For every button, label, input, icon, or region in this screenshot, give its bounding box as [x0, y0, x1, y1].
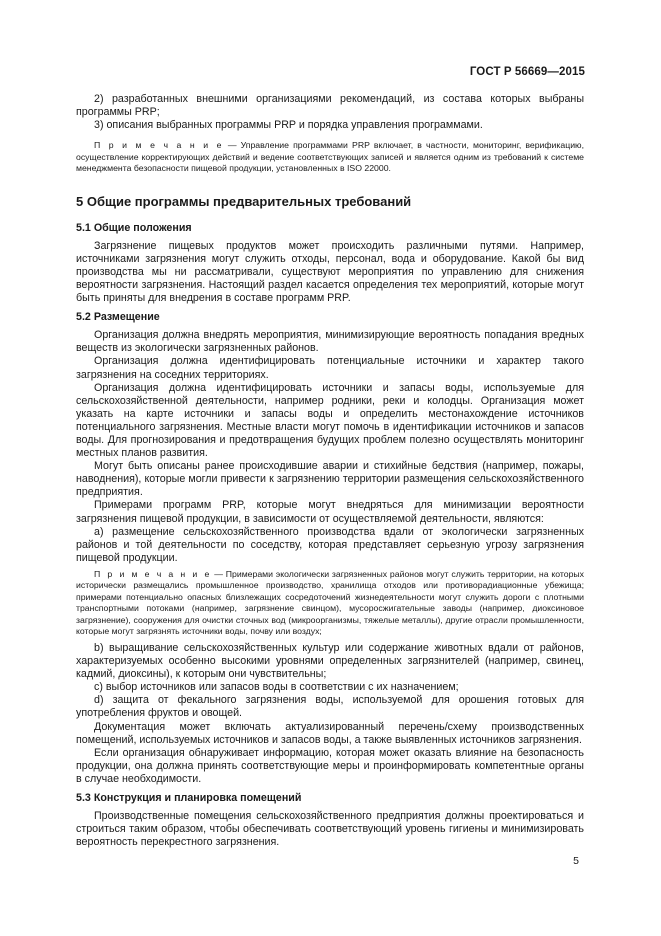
page-content [76, 93, 584, 849]
note-polluted-areas [76, 569, 584, 638]
paragraph-5-2-6: Документация может включать актуализированный перечень/схему производственных помещений, используемых источников и запасов воды, а также выявленных источников загрязнения. [76, 720, 584, 746]
list-item-3: 3) описания выбранных программы PRP и порядка управления программами. [94, 119, 483, 132]
list-item-2: 2) разработанных внешними организациями рекомендаций, из состава которых выбраны программы PRP; [76, 93, 584, 119]
subsection-5-3-title: 5.3 Конструкция и планировка помещений [76, 791, 302, 804]
paragraph-5-1: Загрязнение пищевых продуктов может происходить различными путями. Например, источниками загрязнения могут служить отходы, персонал, вода и оборудование. Какой бы вид производства мы ни рассматривали, существуют мероприятия по управлению для снижения вероятности загрязнения. Настоящий раздел касается определения тех мероприятий, которые могут быть приняты для внедрения в составе программ PRP. [76, 239, 584, 305]
paragraph-5-2-2: Организация должна идентифицировать потенциальные источники и характер такого загрязнения на соседних территориях. [76, 355, 584, 381]
paragraph-5-2-7: Если организация обнаруживает информацию, которая может оказать влияние на безопасность продукции, она должна принять соответствующие меры и проинформировать компетентные органы в случае необходимости. [76, 746, 584, 785]
list-item-a: а) размещение сельскохозяйственного производства вдали от экологически загрязненных районов и той деятельности по соседству, которая представляет серьезную угрозу загрязнения пищевой продукции. [76, 525, 584, 564]
section-5-title: 5 Общие программы предварительных требований [76, 193, 412, 209]
list-item-c: c) выбор источников или запасов воды в соответствии с их назначением; [94, 681, 459, 694]
paragraph-5-3-1: Производственные помещения сельскохозяйственного предприятия должны проектироваться и строиться таким образом, чтобы обеспечивать соответствующий уровень гигиены и минимизировать вероятность перекрестного загрязнения. [76, 809, 584, 849]
subsection-5-1-title: 5.1 Общие положения [76, 221, 192, 234]
note-text: — Примерами экологически загрязненных районов могут служить территории, на которых исторически размещались промышленное производство, хранилища отходов или противорадиационные убежища; примерами потенциально опасных близлежащих сосредоточений жизнедеятельности могут служить дороги с плотными транспортными потоками (например, загрязнение свинцом), мусоросжигательные заводы (например, диоксиновое загрязнение), сооружения для очистки сточных вод (микроорганизмы, тяжелые металлы), другие отрасли промышленности, которые могут загрязнять источники воды, почву или воздух; [76, 568, 584, 637]
list-item-d: d) защита от фекального загрязнения воды, используемой для орошения готовых для употребления фруктов и овощей. [76, 694, 584, 720]
document-id-header: ГОСТ Р 56669—2015 [469, 66, 585, 78]
paragraph-5-2-1: Организация должна внедрять мероприятия, минимизирующие вероятность попадания вредных веществ из экологически загрязненных районов. [76, 329, 584, 355]
note-label: П р и м е ч а н и е [94, 140, 224, 151]
note-label: П р и м е ч а н и е [94, 568, 212, 579]
paragraph-5-2-4: Могут быть описаны ранее происходившие аварии и стихийные бедствия (например, пожары, наводнения), которые могли привести к загрязнению территории размещения сельскохозяйственного предприятия. [76, 460, 584, 499]
page-number: 5 [573, 855, 579, 867]
list-item-b: b) выращивание сельскохозяйственных культур или содержание животных вдали от районов, характеризуемых особенно высокими уровнями определенных загрязнителей (например, свинец, кадмий, диоксины), к которым они чувствительны; [76, 641, 584, 681]
subsection-5-2-title: 5.2 Размещение [76, 311, 160, 324]
note-prp-management [76, 140, 584, 175]
paragraph-5-2-5: Примерами программ PRP, которые могут внедряться для минимизации вероятности загрязнения пищевой продукции, в зависимости от осуществляемой деятельности, являются: [76, 499, 584, 525]
paragraph-5-2-3: Организация должна идентифицировать источники и запасы воды, используемые для сельскохозяйственной деятельности, например родники, реки и колодцы. Организация может указать на карте источники и запасы воды и определить местонахождение источников потенциального загрязнения. Местные власти могут помочь в идентификации источников и запасов воды. Для прогнозирования и предотвращения будущих проблем полезно осуществлять мониторинг местных планов развития. [76, 381, 584, 460]
note-text: — Управление программами PRP включает, в частности, мониторинг, верификацию, осуществление корректирующих действий и ведение соответствующих записей и является одним из требований к системе менеджмента безопасности пищевой продукции, установленных в ISO 22000. [76, 140, 584, 174]
